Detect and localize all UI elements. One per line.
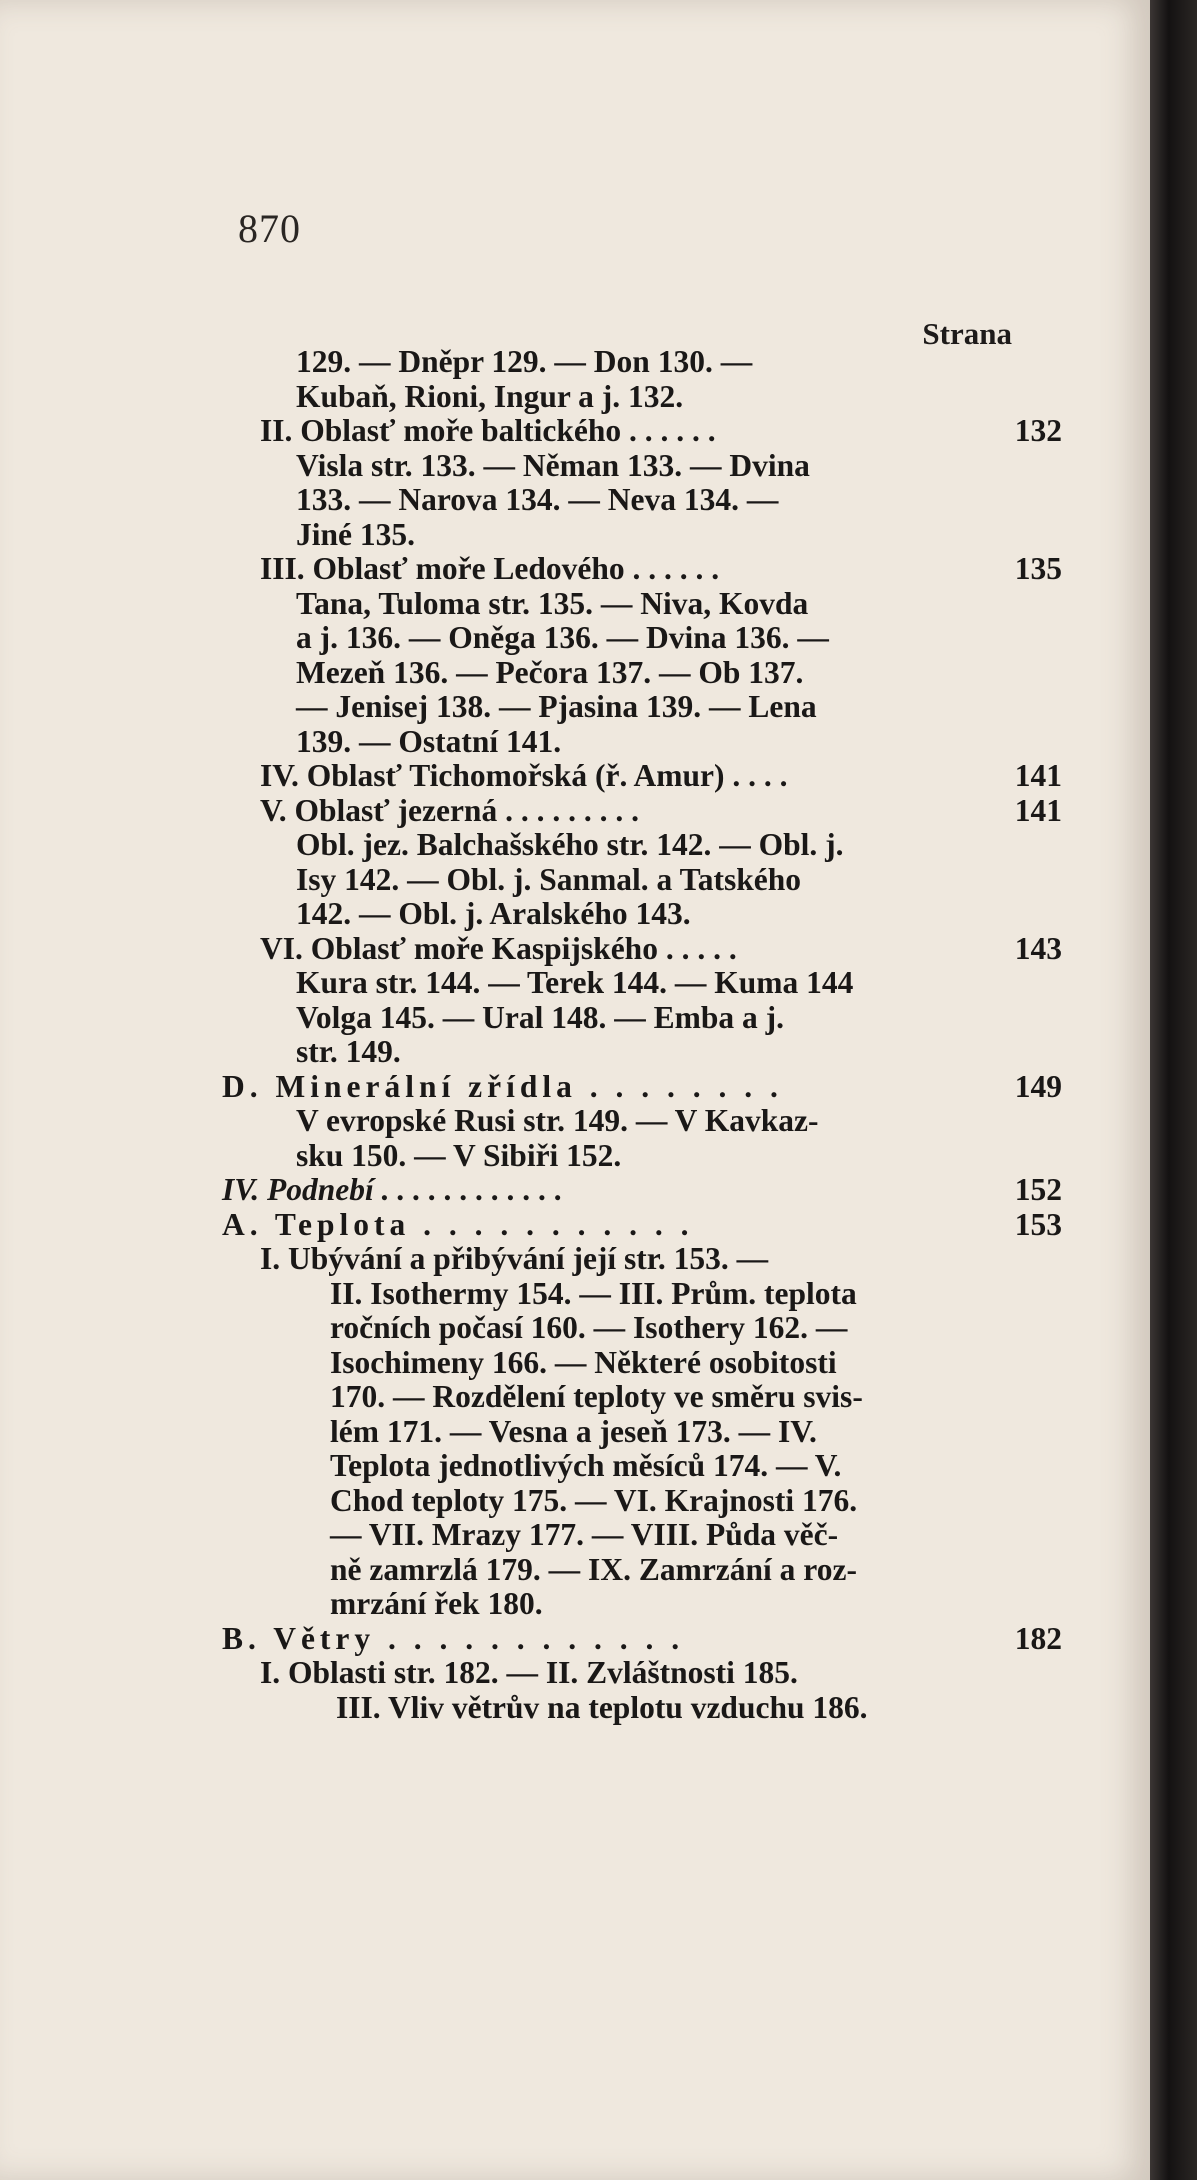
toc-entry-text: Isochimeny 166. — Některé osobitosti	[330, 1344, 837, 1380]
toc-entry-text: Jiné 135.	[296, 516, 416, 552]
toc-entry-text: a j. 136. — Oněga 136. — Dvina 136. —	[296, 620, 829, 655]
toc-entry-text: I. Oblasti str. 182. — II. Zvláštnosti 185.	[260, 1655, 798, 1690]
toc-line	[0, 1449, 1150, 1484]
toc-entry-page: 143	[1014, 930, 1062, 966]
toc-entry-text: 129. — Dněpr 129. — Don 130. —	[296, 344, 753, 379]
toc-entry-text: IV. Oblasť Tichomořská (ř. Amur) . . . .	[260, 758, 788, 793]
toc-entry-text: Obl. jez. Balchašského str. 142. — Obl. j.	[296, 827, 844, 862]
toc-line	[0, 1622, 1150, 1657]
toc-entry-text: IV. Podnebí . . . . . . . . . . . .	[222, 1172, 563, 1207]
toc-entry-text: 170. — Rozdělení teploty ve směru svis-	[330, 1379, 863, 1414]
toc-line	[0, 1553, 1150, 1588]
book-spine	[1150, 0, 1197, 2180]
toc-line	[0, 1035, 1150, 1070]
toc-entry-text: Isy 142. — Obl. j. Sanmal. a Tatského	[296, 861, 801, 897]
toc-line	[0, 621, 1150, 656]
toc-line	[0, 828, 1150, 863]
toc-line	[0, 897, 1150, 932]
toc-entry-page: 182	[1014, 1620, 1062, 1656]
page-number: 870	[238, 206, 301, 251]
toc-line	[0, 1104, 1150, 1139]
toc-entry-text: V evropské Rusi str. 149. — V Kavkaz-	[296, 1103, 819, 1138]
toc-line	[0, 966, 1150, 1001]
toc-entry-page: 135	[1014, 551, 1062, 586]
toc-line	[0, 1484, 1150, 1519]
toc-line	[0, 1311, 1150, 1346]
toc-entry-page: 149	[1014, 1068, 1062, 1104]
toc-entry-text: I. Ubývání a přibývání její str. 153. —	[260, 1241, 769, 1276]
toc-entry-text: 142. — Obl. j. Aralského 143.	[296, 896, 691, 931]
toc-entry-text: II. Oblasť moře baltického . . . . . .	[260, 413, 716, 448]
toc-line	[0, 552, 1150, 587]
toc-entry-text: Kubaň, Rioni, Ingur a j. 132.	[296, 378, 684, 414]
toc-entry-page: 153	[1014, 1206, 1062, 1242]
toc-line	[0, 863, 1150, 898]
page-column-header: Strana	[922, 316, 1012, 351]
toc-line	[0, 345, 1150, 380]
toc-line	[0, 1173, 1150, 1208]
toc-line	[0, 1518, 1150, 1553]
toc-entry-page: 132	[1014, 413, 1062, 448]
toc-line	[0, 1208, 1150, 1243]
toc-entry-text: A. Teplota . . . . . . . . . . .	[222, 1206, 694, 1242]
toc-entry-text: ně zamrzlá 179. — IX. Zamrzání a roz-	[330, 1551, 857, 1587]
toc-entry-text: sku 150. — V Sibiři 152.	[296, 1137, 622, 1173]
toc-entry-text: B. Větry . . . . . . . . . . . .	[222, 1620, 685, 1656]
toc-line	[0, 1001, 1150, 1036]
toc-entry-text: V. Oblasť jezerná . . . . . . . . .	[260, 792, 639, 828]
toc-entry-text: III. Oblasť moře Ledového . . . . . .	[260, 551, 720, 586]
toc-entry-text: 133. — Narova 134. — Neva 134. —	[296, 482, 779, 517]
toc-entry-text: ročních počasí 160. — Isothery 162. —	[330, 1310, 848, 1345]
toc-entry-page: 152	[1014, 1172, 1062, 1207]
toc-line	[0, 1691, 1150, 1726]
toc-entry-text: II. Isothermy 154. — III. Prům. teplota	[330, 1275, 857, 1311]
toc-entry-text: Mezeň 136. — Pečora 137. — Ob 137.	[296, 654, 804, 690]
toc-entry-text: — VII. Mrazy 177. — VIII. Půda věč-	[330, 1517, 839, 1552]
toc-entry-text: Visla str. 133. — Něman 133. — Dvina	[296, 447, 810, 483]
toc-entry-text: VI. Oblasť moře Kaspijského . . . . .	[260, 930, 737, 966]
toc-entry-text: — Jenisej 138. — Pjasina 139. — Lena	[296, 689, 817, 724]
toc-entry-text: Teplota jednotlivých měsíců 174. — V.	[330, 1448, 842, 1483]
toc-line	[0, 1070, 1150, 1105]
toc-line	[0, 1415, 1150, 1450]
toc-line	[0, 759, 1150, 794]
toc-line	[0, 1587, 1150, 1622]
toc-entry-page: 141	[1014, 792, 1062, 828]
toc-line	[0, 725, 1150, 760]
toc-line	[0, 1380, 1150, 1415]
toc-line	[0, 932, 1150, 967]
toc-line	[0, 1346, 1150, 1381]
toc-line	[0, 587, 1150, 622]
toc-line	[0, 414, 1150, 449]
toc-line	[0, 794, 1150, 829]
toc-line	[0, 1139, 1150, 1174]
toc-entry-text: Tana, Tuloma str. 135. — Niva, Kovda	[296, 585, 809, 621]
toc-entry-text: Volga 145. — Ural 148. — Emba a j.	[296, 999, 784, 1035]
toc-entry-text: III. Vliv větrův na teplotu vzduchu 186.	[336, 1689, 868, 1725]
toc-line	[0, 518, 1150, 553]
toc-line	[0, 1277, 1150, 1312]
toc-line	[0, 1242, 1150, 1277]
table-of-contents	[0, 345, 1150, 1725]
toc-entry-page: 141	[1014, 758, 1062, 793]
toc-entry-text: Kura str. 144. — Terek 144. — Kuma 144	[296, 965, 854, 1000]
toc-line	[0, 483, 1150, 518]
toc-line	[0, 380, 1150, 415]
toc-entry-text: str. 149.	[296, 1034, 401, 1069]
toc-entry-text: 139. — Ostatní 141.	[296, 723, 562, 759]
toc-entry-text: D. Minerální zřídla . . . . . . . .	[222, 1068, 783, 1104]
toc-entry-text: mrzání řek 180.	[330, 1586, 543, 1621]
toc-line	[0, 690, 1150, 725]
toc-entry-text: lém 171. — Vesna a jeseň 173. — IV.	[330, 1413, 817, 1449]
toc-line	[0, 449, 1150, 484]
toc-entry-text: Chod teploty 175. — VI. Krajnosti 176.	[330, 1482, 858, 1518]
toc-line	[0, 656, 1150, 691]
toc-line	[0, 1656, 1150, 1691]
